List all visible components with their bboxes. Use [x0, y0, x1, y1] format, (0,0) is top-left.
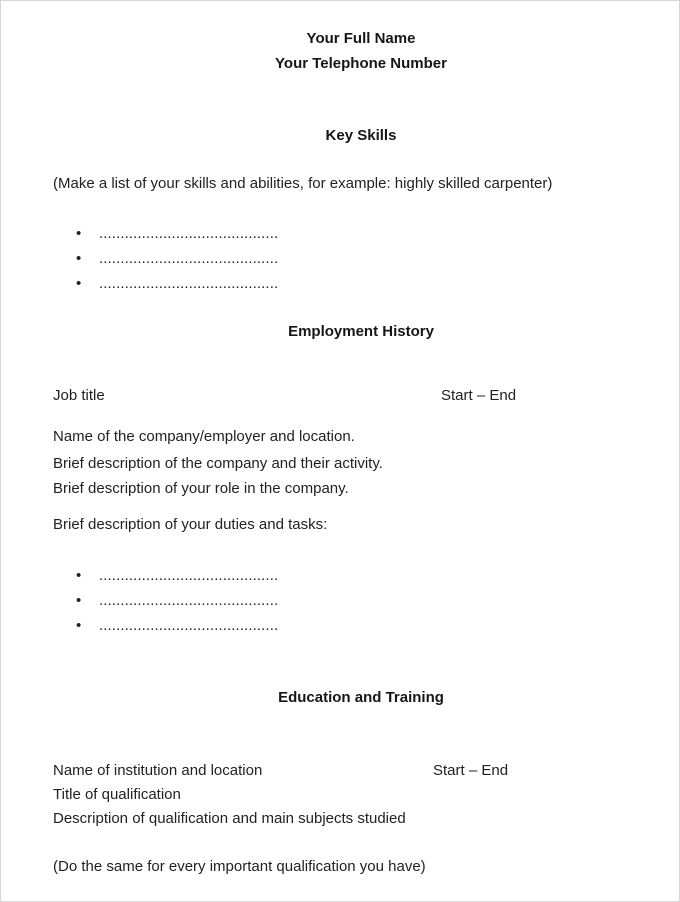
- skills-bullet-row: [76, 275, 278, 293]
- duties-bullet-row: [76, 617, 278, 635]
- duties-dotted-line: ..........................................: [99, 592, 279, 609]
- skills-dotted-line: ..........................................: [99, 275, 279, 292]
- institution-label: Name of institution and location: [53, 762, 263, 779]
- duties-bullet-row: [76, 592, 278, 610]
- employment-date-range-label: Start – End: [441, 387, 517, 404]
- telephone-line: Your Telephone Number: [275, 55, 447, 72]
- qualification-description-line: Description of qualification and main subjects studied: [53, 810, 406, 827]
- duties-dotted-line: ..........................................: [99, 617, 279, 634]
- key-skills-hint: (Make a list of your skills and abilities, for example: highly skilled carpenter): [53, 175, 553, 192]
- section-title-key-skills: Key Skills: [325, 127, 397, 144]
- education-date-range-label: Start – End: [433, 762, 509, 779]
- full-name-line: Your Full Name: [306, 30, 416, 47]
- bullet-icon: •: [76, 250, 82, 267]
- skills-dotted-line: ..........................................: [99, 225, 279, 242]
- duties-bullet-row: [76, 567, 278, 585]
- section-title-employment-history: Employment History: [288, 323, 434, 340]
- qualification-title-line: Title of qualification: [53, 786, 181, 803]
- bullet-icon: •: [76, 592, 82, 609]
- bullet-icon: •: [76, 275, 82, 292]
- role-line: Brief description of your role in the company.: [53, 480, 349, 497]
- bullet-icon: •: [76, 617, 82, 634]
- section-title-education-training: Education and Training: [278, 689, 444, 706]
- company-activity-line: Brief description of the company and their activity.: [53, 455, 383, 472]
- duties-label: Brief description of your duties and tasks:: [53, 516, 328, 533]
- bullet-icon: •: [76, 567, 82, 584]
- education-note: (Do the same for every important qualification you have): [53, 858, 426, 875]
- skills-bullet-row: [76, 250, 278, 268]
- bullet-icon: •: [76, 225, 82, 242]
- duties-dotted-line: ..........................................: [99, 567, 279, 584]
- skills-dotted-line: ..........................................: [99, 250, 279, 267]
- job-title-label: Job title: [53, 387, 105, 404]
- company-line: Name of the company/employer and location.: [53, 428, 355, 445]
- skills-bullet-row: [76, 225, 278, 243]
